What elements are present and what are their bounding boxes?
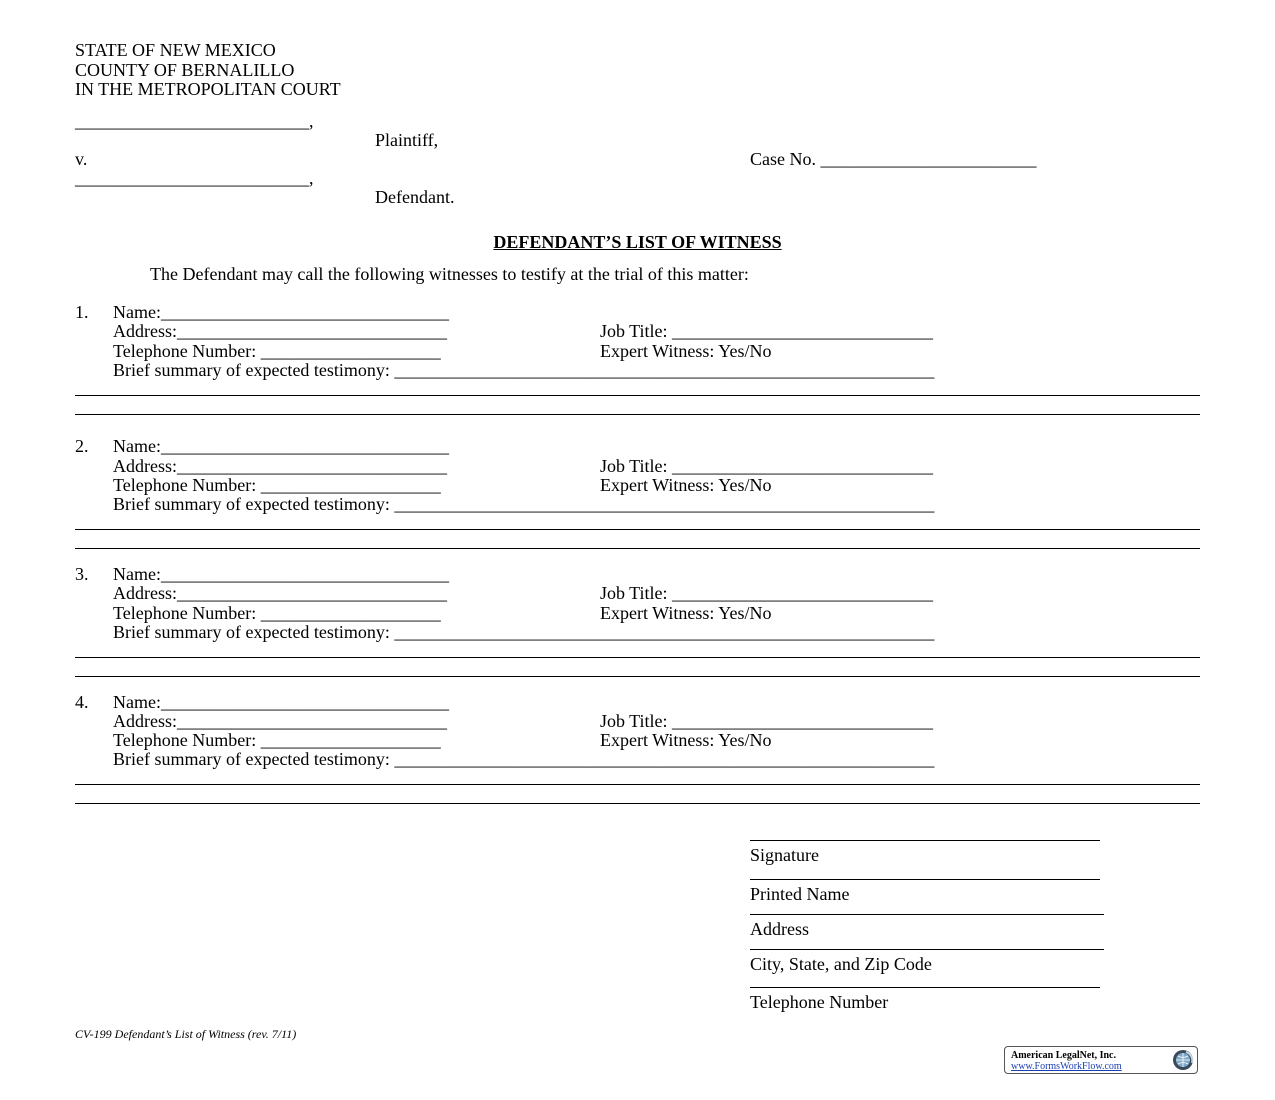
telephone-line[interactable] — [750, 987, 1100, 988]
witness-address-field[interactable]: Address:______________________________ — [113, 711, 447, 731]
summary-line[interactable] — [75, 676, 1200, 677]
summary-line[interactable] — [75, 414, 1200, 415]
witness-number: 2. — [75, 436, 89, 456]
summary-line[interactable] — [75, 529, 1200, 530]
witness-address-field[interactable]: Address:______________________________ — [113, 583, 447, 603]
witness-expert-choice[interactable]: Expert Witness: Yes/No — [600, 730, 772, 750]
form-id-footer: CV-199 Defendant’s List of Witness (rev. 7/11) — [75, 1027, 297, 1041]
printed-name-line[interactable] — [750, 879, 1100, 880]
witness-job-title-field[interactable]: Job Title: _____________________________ — [600, 321, 934, 341]
witness-phone-field[interactable]: Telephone Number: ____________________ — [113, 603, 441, 623]
witness-summary-field[interactable]: Brief summary of expected testimony: ____________________________________________________________ — [113, 622, 935, 642]
defendant-label: Defendant. — [375, 187, 455, 207]
witness-number: 3. — [75, 564, 89, 584]
witness-job-title-field[interactable]: Job Title: _____________________________ — [600, 711, 934, 731]
signature-line[interactable] — [750, 840, 1100, 841]
witness-name-field[interactable]: Name:________________________________ — [113, 564, 449, 584]
witness-job-title-field[interactable]: Job Title: _____________________________ — [600, 583, 934, 603]
witness-name-field[interactable]: Name:________________________________ — [113, 436, 449, 456]
witness-name-field[interactable]: Name:________________________________ — [113, 692, 449, 712]
witness-summary-field[interactable]: Brief summary of expected testimony: ____________________________________________________________ — [113, 494, 935, 514]
summary-line[interactable] — [75, 395, 1200, 396]
case-number-field[interactable]: Case No. ________________________ — [750, 149, 1037, 169]
publisher-badge[interactable] — [1004, 1046, 1198, 1074]
witness-summary-field[interactable]: Brief summary of expected testimony: ____________________________________________________________ — [113, 749, 935, 769]
versus-label: v. — [75, 149, 88, 169]
witness-expert-choice[interactable]: Expert Witness: Yes/No — [600, 341, 772, 361]
court-heading: IN THE METROPOLITAN COURT — [75, 79, 341, 99]
intro-text: The Defendant may call the following witnesses to testify at the trial of this matter: — [150, 264, 749, 284]
address-line[interactable] — [750, 914, 1104, 915]
summary-line[interactable] — [75, 657, 1200, 658]
witness-phone-field[interactable]: Telephone Number: ____________________ — [113, 730, 441, 750]
witness-job-title-field[interactable]: Job Title: _____________________________ — [600, 456, 934, 476]
plaintiff-blank[interactable]: __________________________, — [75, 111, 314, 131]
summary-line[interactable] — [75, 784, 1200, 785]
badge-company: American LegalNet, Inc. — [1011, 1050, 1116, 1061]
address-label: Address — [750, 919, 809, 939]
globe-logo-icon — [1172, 1049, 1194, 1071]
signature-label: Signature — [750, 845, 819, 865]
city-state-zip-line[interactable] — [750, 949, 1104, 950]
witness-expert-choice[interactable]: Expert Witness: Yes/No — [600, 475, 772, 495]
telephone-label: Telephone Number — [750, 992, 889, 1012]
state-heading: STATE OF NEW MEXICO — [75, 40, 276, 60]
county-heading: COUNTY OF BERNALILLO — [75, 60, 295, 80]
witness-address-field[interactable]: Address:______________________________ — [113, 321, 447, 341]
printed-name-label: Printed Name — [750, 884, 850, 904]
summary-line[interactable] — [75, 803, 1200, 804]
page-title: DEFENDANT’S LIST OF WITNESS — [493, 232, 782, 252]
badge-url-link[interactable]: www.FormsWorkFlow.com — [1011, 1061, 1122, 1072]
witness-phone-field[interactable]: Telephone Number: ____________________ — [113, 341, 441, 361]
witness-summary-field[interactable]: Brief summary of expected testimony: ____________________________________________________________ — [113, 360, 935, 380]
defendant-blank[interactable]: __________________________, — [75, 168, 314, 188]
witness-name-field[interactable]: Name:________________________________ — [113, 302, 449, 322]
witness-number: 1. — [75, 302, 89, 322]
summary-line[interactable] — [75, 548, 1200, 549]
witness-number: 4. — [75, 692, 89, 712]
city-state-zip-label: City, State, and Zip Code — [750, 954, 932, 974]
witness-address-field[interactable]: Address:______________________________ — [113, 456, 447, 476]
witness-phone-field[interactable]: Telephone Number: ____________________ — [113, 475, 441, 495]
witness-expert-choice[interactable]: Expert Witness: Yes/No — [600, 603, 772, 623]
plaintiff-label: Plaintiff, — [375, 130, 439, 150]
